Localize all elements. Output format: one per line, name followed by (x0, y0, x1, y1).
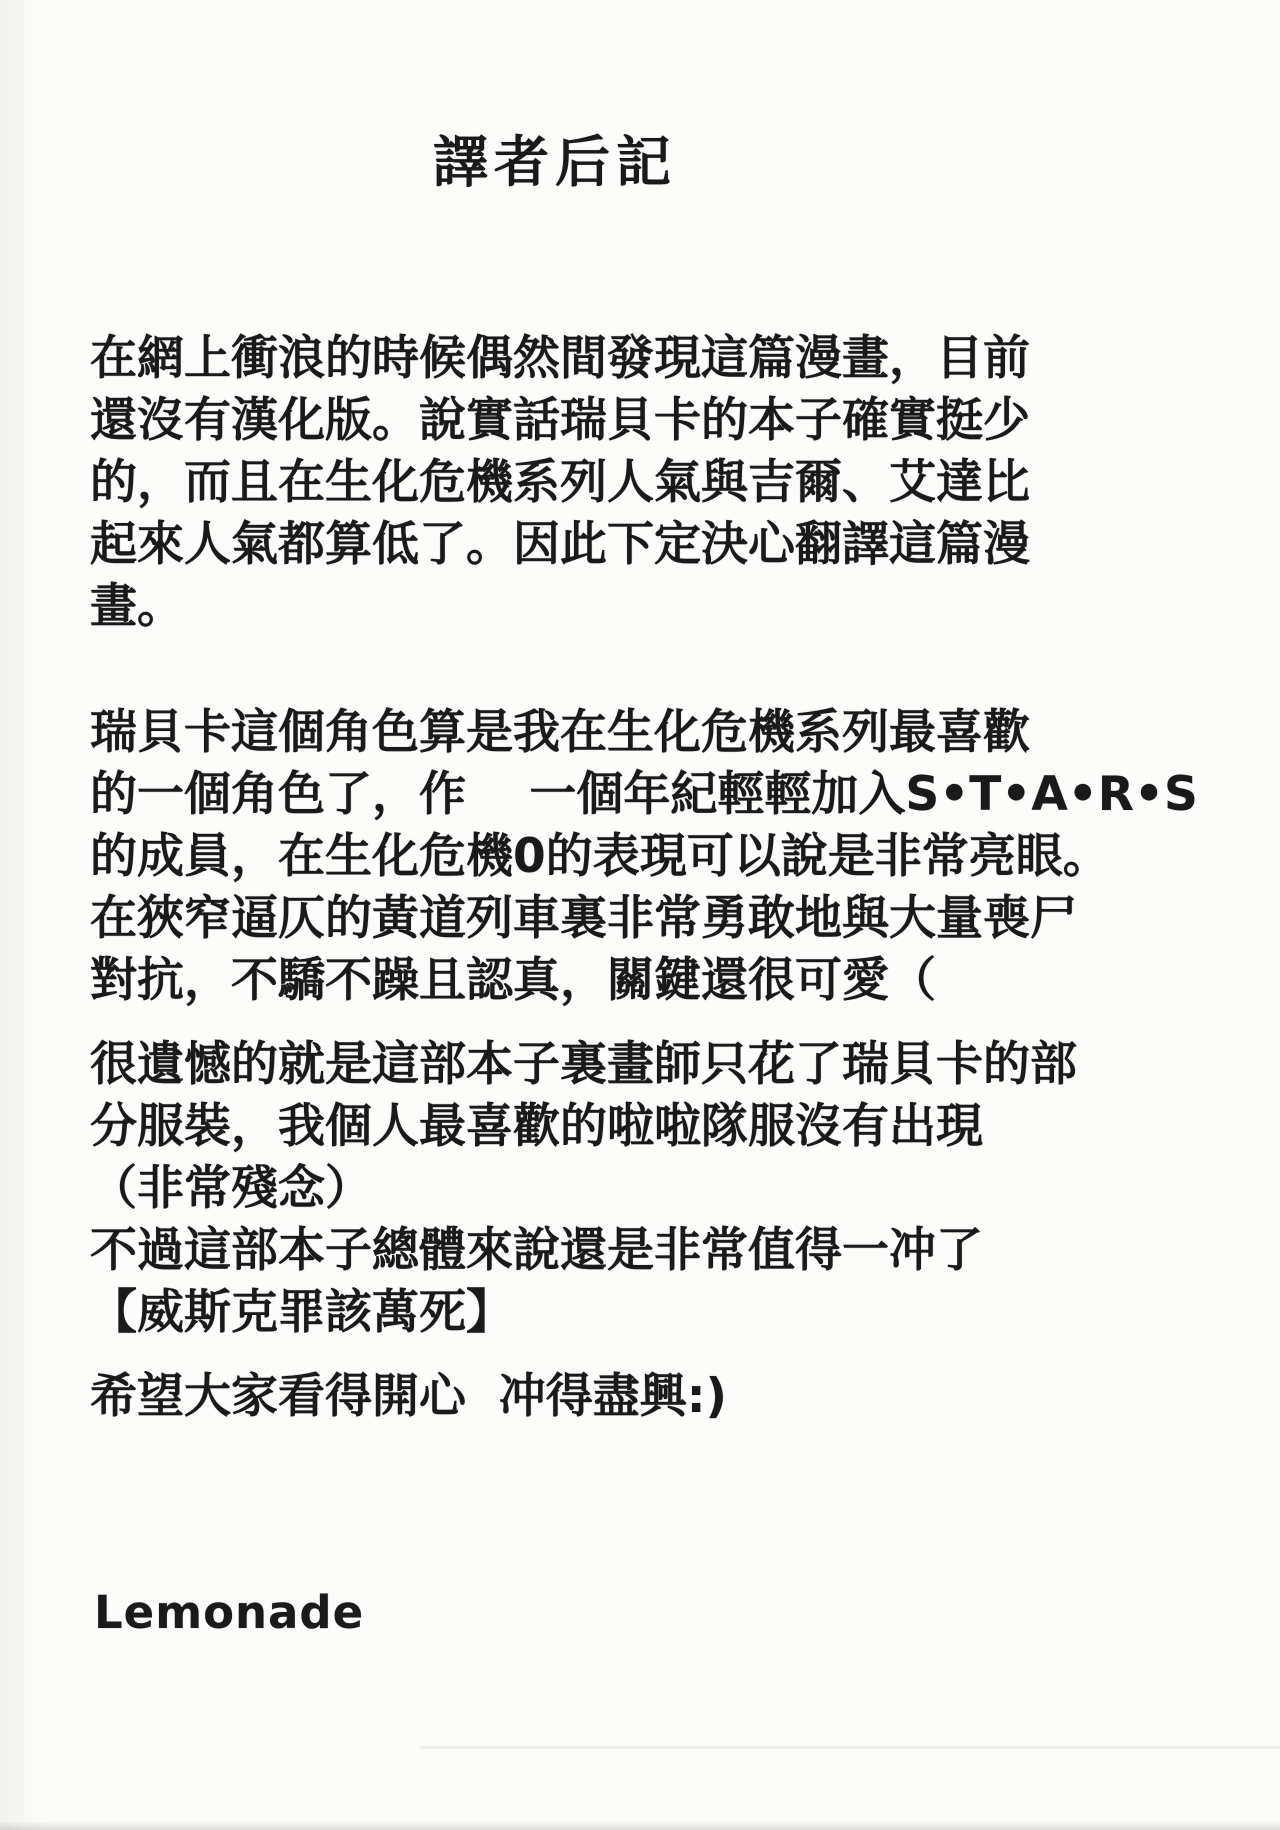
scan-wrinkle-artifact (420, 1746, 1280, 1749)
text-line: 瑞貝卡這個角色算是我在生化危機系列最喜歡 (90, 705, 1030, 760)
translator-signature: Lemonade (94, 1586, 365, 1639)
page-title: 譯者后記 (432, 130, 677, 194)
text-line: 的成員，在生化危機0的表現可以說是非常亮眼。 (90, 829, 1110, 884)
text-line: 畫。 (90, 579, 184, 634)
text-line: 【威斯克罪該萬死】 (90, 1285, 513, 1340)
text-line: 起來人氣都算低了。因此下定決心翻譯這篇漫 (90, 517, 1030, 572)
paragraph-rebecca (90, 702, 1255, 1012)
text-line: 還沒有漢化版。說實話瑞貝卡的本子確實挺少 (90, 393, 1030, 448)
text-line: 對抗，不驕不躁且認真，關鍵還很可愛（ (90, 953, 936, 1008)
paragraph-discovery (90, 328, 1255, 638)
text-line: 的，而且在生化危機系列人氣與吉爾、艾達比 (90, 455, 1030, 510)
paragraph-regret (90, 1034, 1255, 1344)
paragraph-closing (90, 1366, 1255, 1428)
scan-edge-shadow (0, 1821, 1280, 1830)
text-line: 不過這部本子總體來說還是非常值得一冲了 (90, 1223, 983, 1278)
text-line: 在狹窄逼仄的黃道列車裏非常勇敢地與大量喪尸 (90, 891, 1077, 946)
text-line: 的一個角色了，作 一個年紀輕輕加入S•T•A•R•S (90, 767, 1198, 822)
text-line: 分服裝，我個人最喜歡的啦啦隊服沒有出現 (90, 1099, 983, 1154)
text-line: 在網上衝浪的時候偶然間發現這篇漫畫，目前 (90, 331, 1030, 386)
text-line: （非常殘念） (90, 1161, 372, 1216)
text-line: 很遺憾的就是這部本子裏畫師只花了瑞貝卡的部 (90, 1037, 1077, 1092)
text-line: 希望大家看得開心 冲得盡興:) (90, 1369, 728, 1424)
